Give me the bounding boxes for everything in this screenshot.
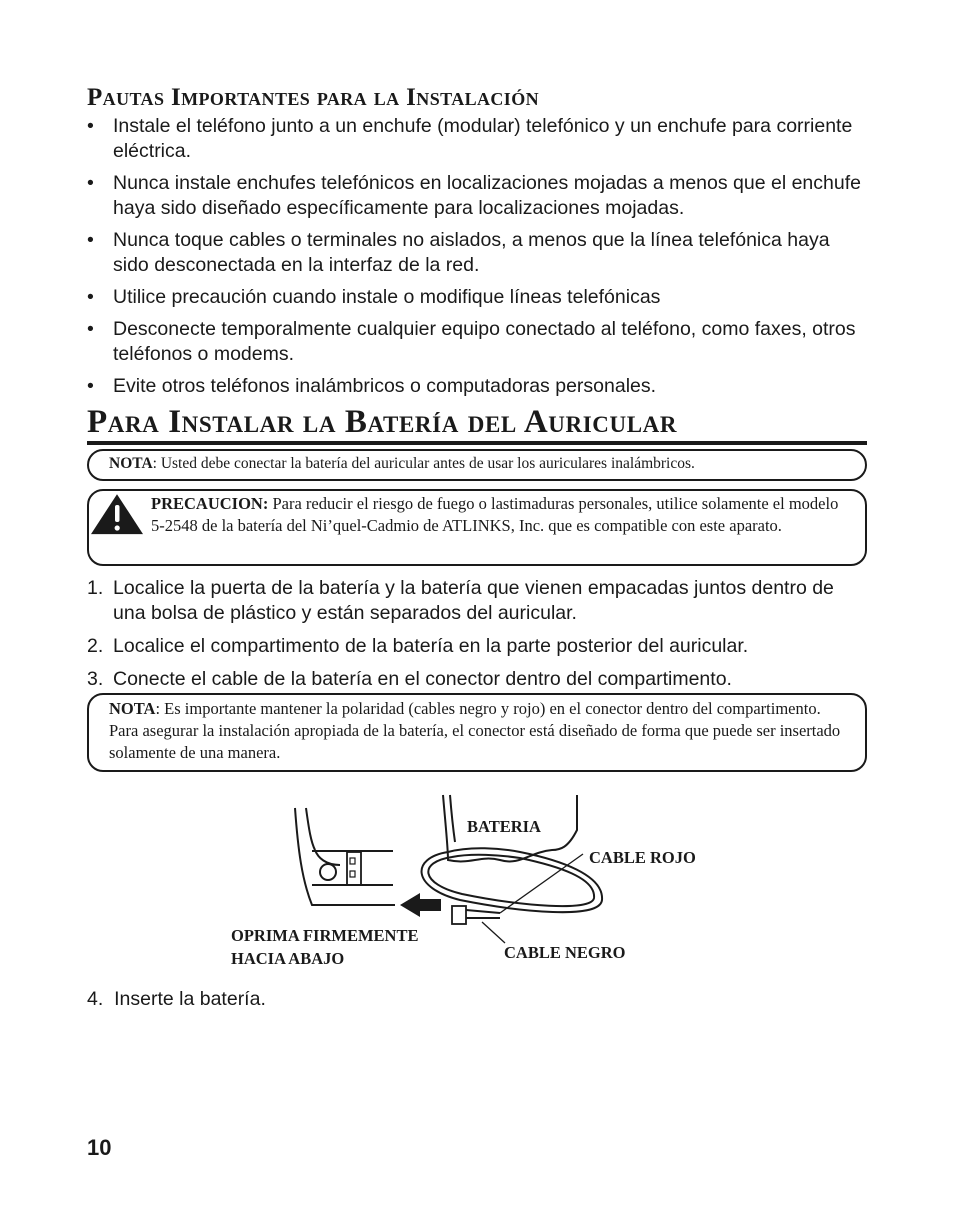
warning-triangle-icon — [89, 491, 149, 564]
step-item: 2. Localice el compartimento de la batería en la parte posterior del auricular. — [87, 635, 749, 657]
label-oprima-line1: OPRIMA FIRMEMENTE — [231, 926, 419, 945]
label-oprima-line2: HACIA ABAJO — [231, 949, 345, 968]
handset-button — [320, 864, 336, 880]
label-cable-rojo: CABLE ROJO — [589, 848, 696, 867]
note-label: NOTA — [109, 455, 153, 472]
compartment-connector — [347, 852, 361, 885]
note-label: NOTA — [109, 699, 156, 718]
label-cable-negro: CABLE NEGRO — [504, 943, 626, 962]
step-item: 3. Conecte el cable de la batería en el conector dentro del compartimento. — [87, 668, 732, 690]
note-box-polarity — [87, 693, 867, 772]
battery-plug — [452, 906, 466, 924]
section-heading-install-battery: Para Instalar la Batería del Auricular — [87, 404, 678, 440]
section-heading-installation-guidelines: Pautas Importantes para la Instalación — [87, 84, 539, 111]
list-item: • Evite otros teléfonos inalámbricos o computadoras personales. — [87, 375, 657, 397]
note-box-connect-battery — [87, 449, 867, 481]
caution-text: Para reducir el riesgo de fuego o lastimaduras personales, utilice solamente el modelo 5-2548 de la batería del Ni’quel-Cadmio de ATLINKS, Inc. que es compatible con este aparato. — [151, 494, 839, 535]
guidelines-list — [87, 114, 867, 406]
note-text: : Es importante mantener la polaridad (cables negro y rojo) en el conector dentro del compartimento. Para asegurar la instalación apropiada de la batería, el conector está diseñado de forma que puede ser insertado solamente de una manera. — [109, 699, 841, 762]
battery-wire-loop — [422, 848, 603, 912]
label-bateria: BATERIA — [467, 817, 541, 836]
installation-steps — [87, 576, 867, 700]
push-direction-arrow-icon — [400, 893, 441, 917]
list-item: • Nunca toque cables o terminales no aislados, a menos que la línea telefónica haya sido desconectada en la interfaz de la red. — [87, 229, 830, 276]
heading-rule — [87, 441, 867, 445]
step-item-4: 4. Inserte la batería. — [87, 988, 266, 1010]
step-item: 1. Localice la puerta de la batería y la batería que vienen empacadas juntos dentro de una bolsa de plástico y están separados del auricular. — [87, 577, 834, 624]
list-item: • Instale el teléfono junto a un enchufe (modular) telefónico y un enchufe para corriente eléctrica. — [87, 115, 853, 162]
page-number: 10 — [87, 1135, 112, 1160]
note-text: : Usted debe conectar la batería del auricular antes de usar los auriculares inalámbricos. — [152, 455, 695, 472]
list-item: • Nunca instale enchufes telefónicos en localizaciones mojadas a menos que el enchufe haya sido diseñado específicamente para localizaciones mojadas. — [87, 172, 861, 219]
handset-outline — [295, 808, 395, 905]
list-item: • Utilice precaución cuando instale o modifique líneas telefónicas — [87, 286, 661, 308]
list-item: • Desconecte temporalmente cualquier equipo conectado al teléfono, como faxes, otros teléfonos o modems. — [87, 318, 856, 365]
caution-label: PRECAUCION: — [151, 494, 269, 513]
caution-box — [87, 489, 867, 566]
